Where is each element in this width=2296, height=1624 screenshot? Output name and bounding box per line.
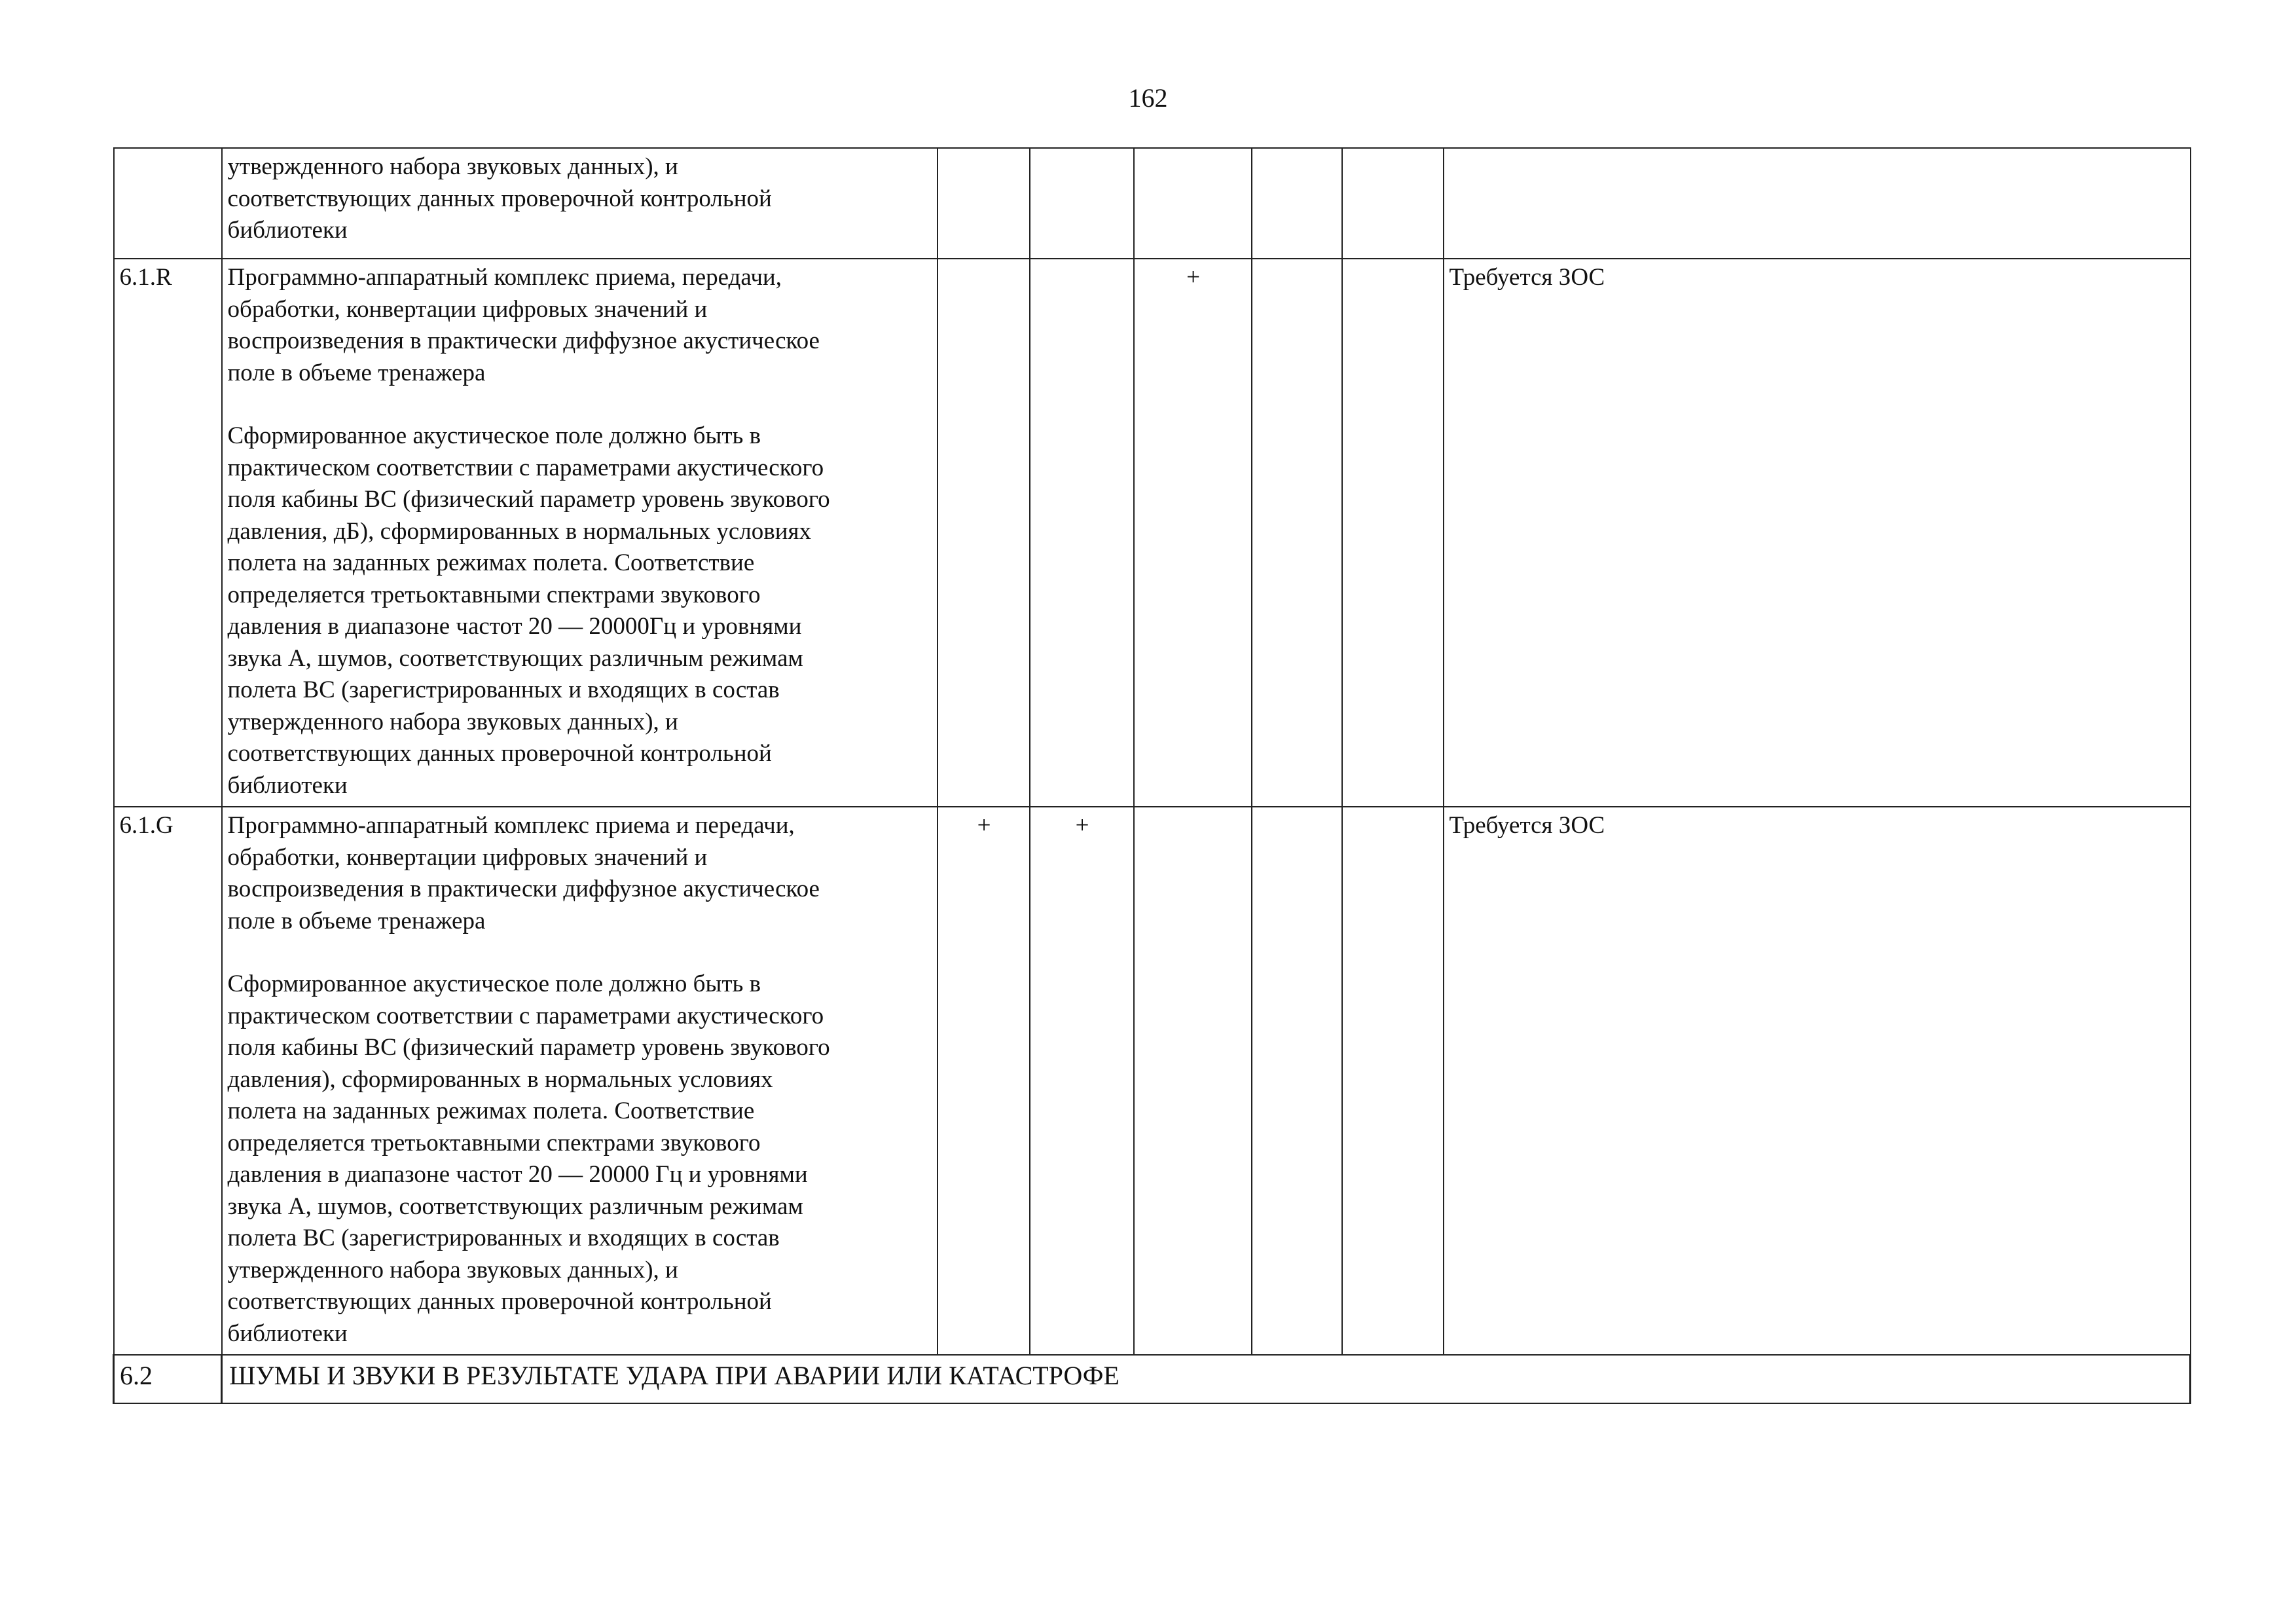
table-row	[114, 807, 2191, 1355]
mark-cell	[1030, 259, 1134, 807]
section-header-row	[114, 1355, 2191, 1403]
table-row	[114, 148, 2191, 259]
mark-cell	[1030, 148, 1134, 259]
requirement-description-cell	[222, 259, 938, 807]
mark-cell: +	[938, 807, 1030, 1355]
description-paragraph: Сформированное акустическое поле должно быть в практическом соответствии с параметрами акустического поля кабины ВС (физический параметр уровень звукового давления, дБ), сформированных в нормальных условиях полета на заданных режимах полета. Соответствие определяется третьоктавными спектрами звукового давления в диапазоне частот 20 — 20000Гц и уровнями звука А, шумов, соответствующих различным режимам полета ВС (зарегистрированных и входящих в состав утвержденного набора звуковых данных), и соответствующих данных проверочной контрольной библиотеки	[227, 422, 830, 799]
mark-cell: +	[1134, 259, 1252, 807]
description-paragraph: Программно-аппаратный комплекс приема, передачи, обработки, конвертации цифровых значений и воспроизведения в практически диффузное акустическое поле в объеме тренажера	[227, 264, 820, 386]
mark-cell	[1342, 148, 1444, 259]
description-paragraph: утвержденного набора звуковых данных), и соответствующих данных проверочной контрольной библиотеки	[227, 153, 772, 244]
mark-cell	[938, 148, 1030, 259]
requirement-description-cell	[222, 807, 938, 1355]
section-title: ШУМЫ И ЗВУКИ В РЕЗУЛЬТАТЕ УДАРА ПРИ АВАРИИ ИЛИ КАТАСТРОФЕ	[222, 1355, 2191, 1403]
mark-cell	[1134, 148, 1252, 259]
mark-cell: +	[1030, 807, 1134, 1355]
note-cell: Требуется ЗОС	[1444, 807, 2191, 1355]
mark-cell	[1134, 807, 1252, 1355]
row-id-cell: 6.1.G	[114, 807, 222, 1355]
mark-cell	[938, 259, 1030, 807]
table-row	[114, 259, 2191, 807]
page-number: 162	[1128, 83, 1168, 113]
mark-cell	[1342, 807, 1444, 1355]
row-id-cell	[114, 148, 222, 259]
description-paragraph: Сформированное акустическое поле должно быть в практическом соответствии с параметрами акустического поля кабины ВС (физический параметр уровень звукового давления), сформированных в нормальных условиях полета на заданных режимах полета. Соответствие определяется третьоктавными спектрами звукового давления в диапазоне частот 20 — 20000 Гц и уровнями звука А, шумов, соответствующих различным режимам полета ВС (зарегистрированных и входящих в состав утвержденного набора звуковых данных), и соответствующих данных проверочной контрольной библиотеки	[227, 970, 830, 1347]
section-id-cell: 6.2	[114, 1355, 222, 1403]
mark-cell	[1252, 259, 1342, 807]
description-paragraph: Программно-аппаратный комплекс приема и передачи, обработки, конвертации цифровых значений и воспроизведения в практически диффузное акустическое поле в объеме тренажера	[227, 812, 820, 934]
note-cell: Требуется ЗОС	[1444, 259, 2191, 807]
row-id-cell: 6.1.R	[114, 259, 222, 807]
mark-cell	[1252, 807, 1342, 1355]
requirements-table	[113, 147, 2191, 1404]
mark-cell	[1342, 259, 1444, 807]
requirement-description-cell	[222, 148, 938, 259]
mark-cell	[1252, 148, 1342, 259]
note-cell	[1444, 148, 2191, 259]
